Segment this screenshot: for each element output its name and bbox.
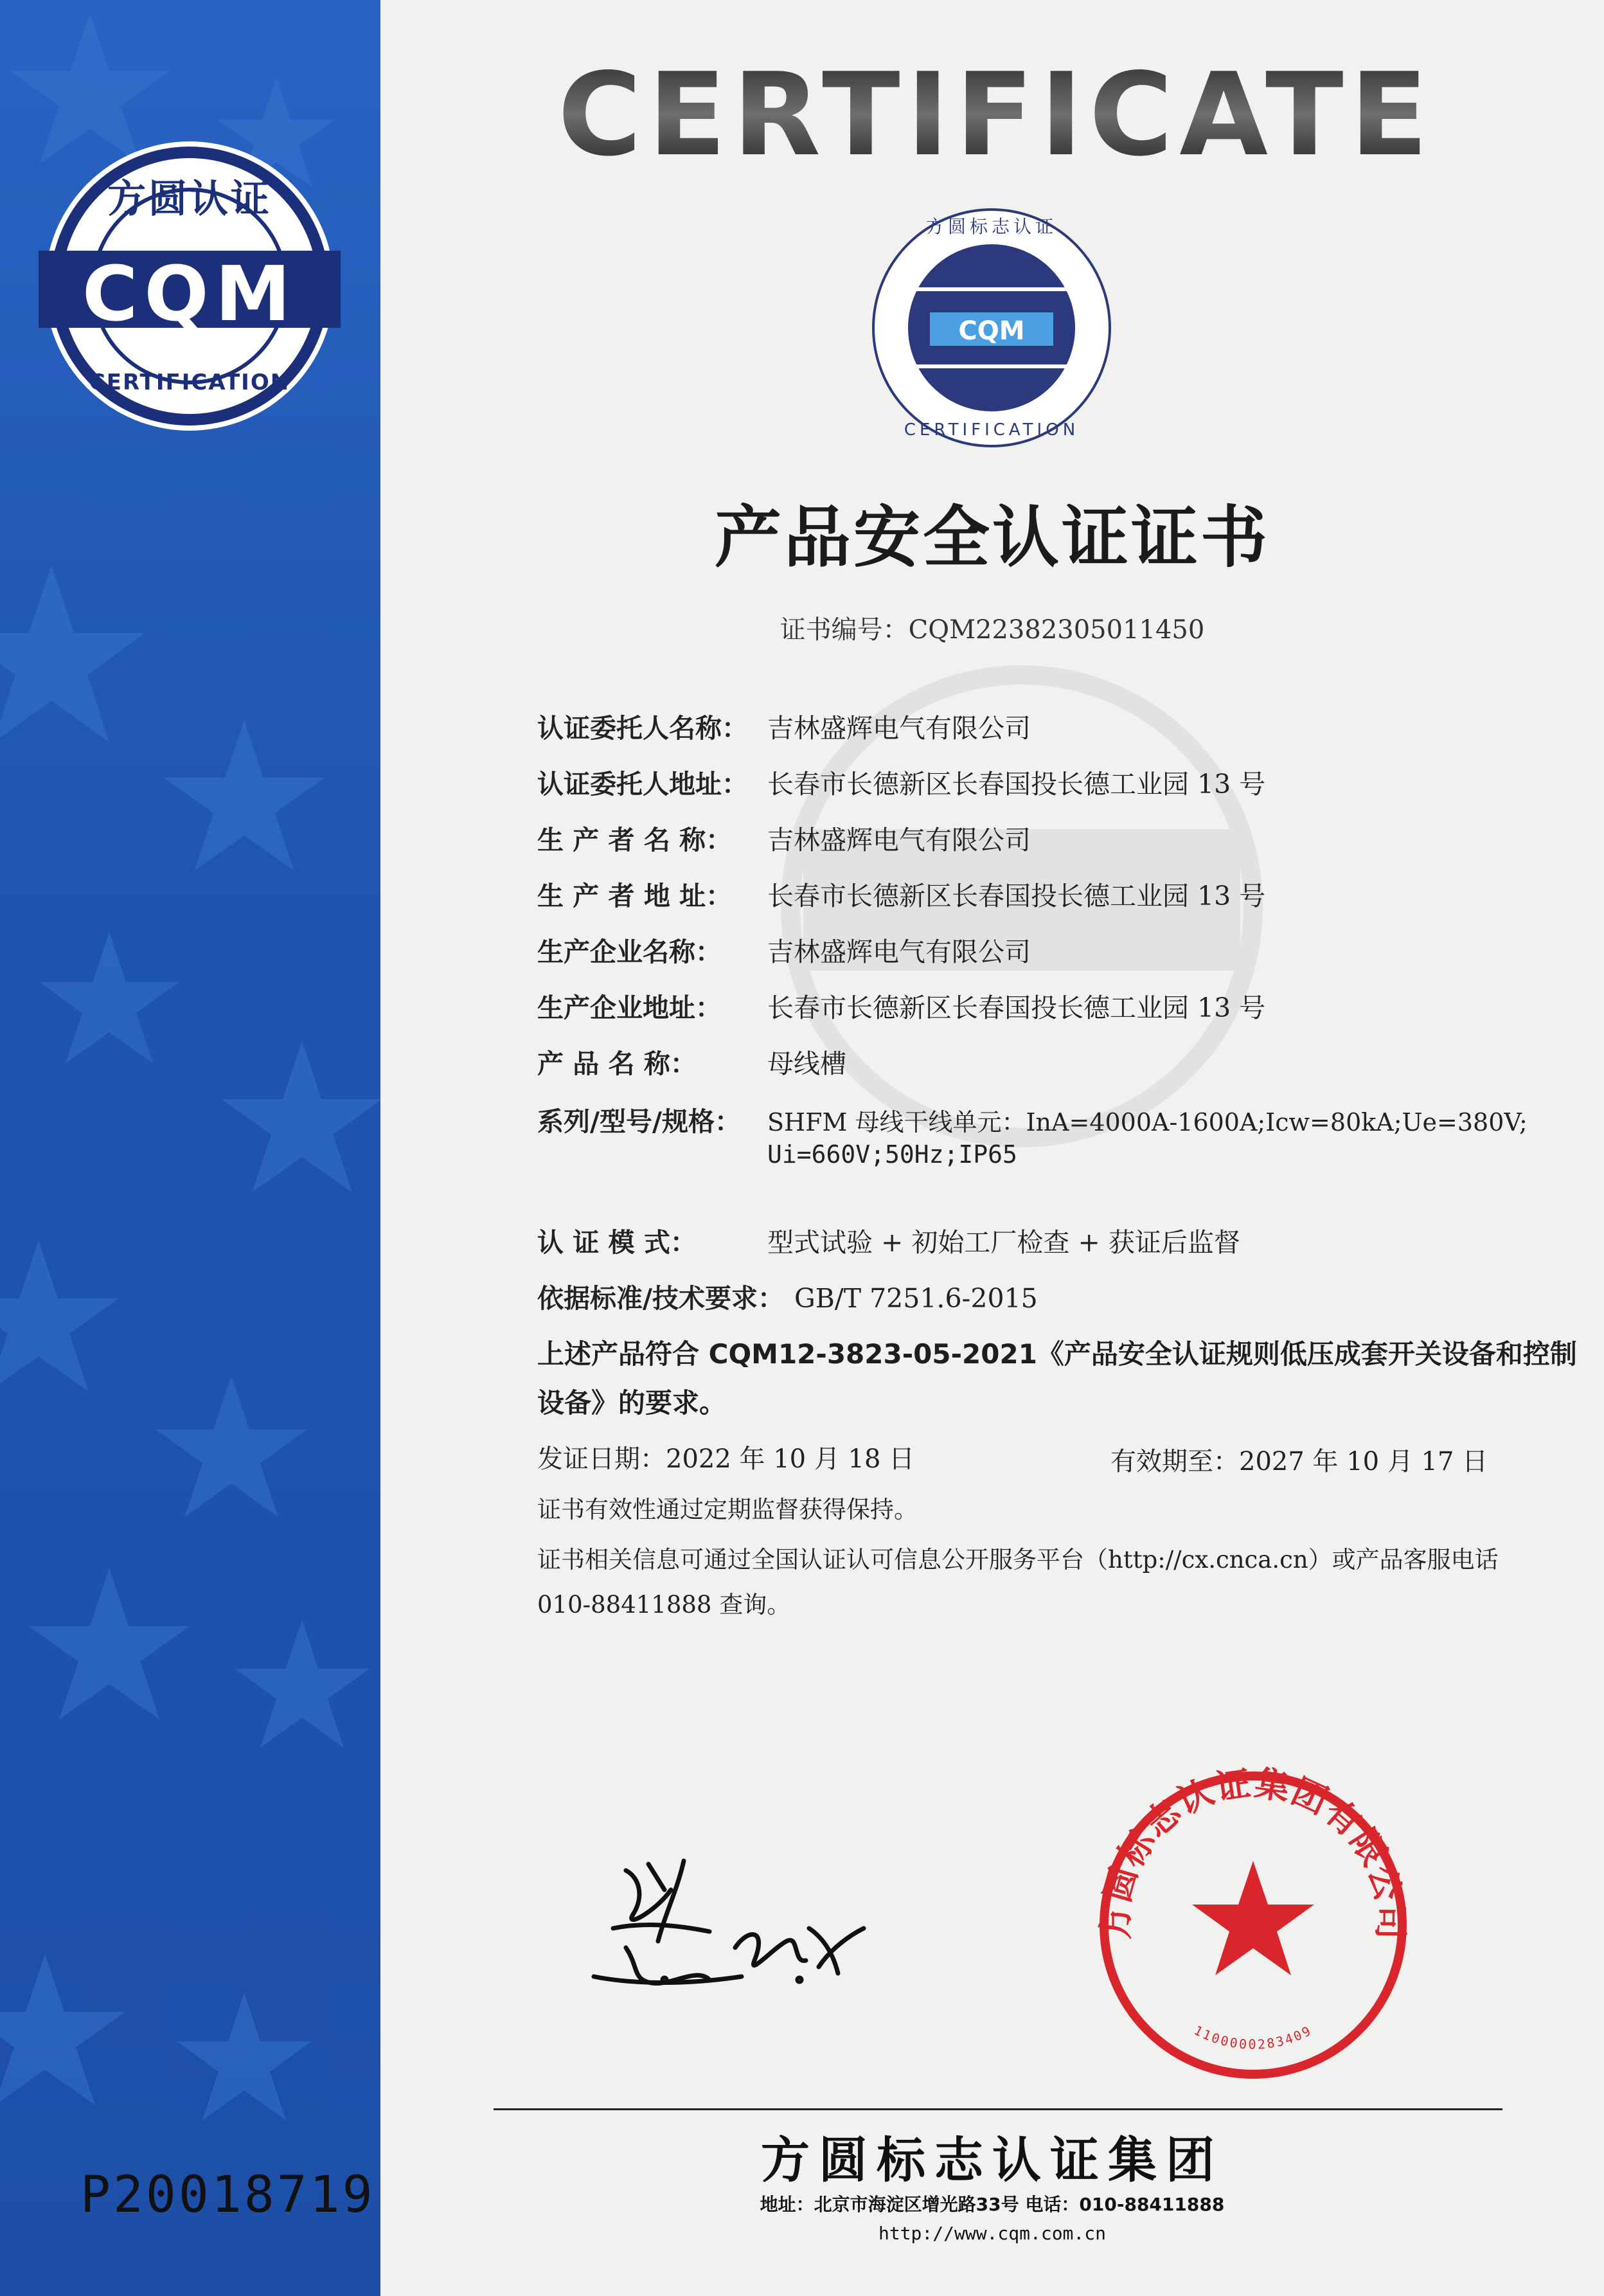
- emblem-main: CQM: [958, 316, 1025, 346]
- footer-address: 地址：北京市海淀区增光路33号 电话：010-88411888: [760, 2194, 1225, 2215]
- handwritten-signature: [587, 1851, 896, 1999]
- certificate-body: [380, 0, 1604, 2296]
- field-label: 系列/型号/规格：: [537, 1106, 741, 1137]
- expiry-date-value: 2027 年 10 月 17 日: [1239, 1447, 1488, 1476]
- model-line-2: Ui=660V;50Hz;IP65: [767, 1140, 1017, 1169]
- footer-organization: 方圆标志认证集团: [761, 2131, 1224, 2189]
- footer-url: http://www.cqm.com.cn: [878, 2223, 1106, 2244]
- field-label: 生 产 者 名 称：: [537, 825, 733, 856]
- field-value: 母线槽: [767, 1048, 846, 1079]
- document-title: 产品安全认证证书: [714, 498, 1270, 577]
- verification-phone-note: 010-88411888 查询。: [537, 1591, 791, 1619]
- field-label: 认 证 模 式：: [537, 1227, 697, 1258]
- seal-number: 1100000283409: [1191, 2022, 1315, 2052]
- field-product-name: [537, 1043, 846, 1081]
- logo-main-text: CQM: [82, 249, 298, 338]
- expiry-date-line: [1110, 1441, 1488, 1478]
- field-label: 生产企业地址：: [537, 992, 722, 1023]
- emblem-bottom-text: CERTIFICATION: [904, 420, 1080, 440]
- issue-date-label: 发证日期：: [537, 1444, 666, 1474]
- field-label: 产 品 名 称：: [537, 1048, 697, 1079]
- model-line-1: SHFM 母线干线单元：InA=4000A-1600A;Icw=80kA;Ue=380V;: [767, 1108, 1528, 1136]
- field-value: 长春市长德新区长春国投长德工业园 13 号: [767, 769, 1266, 800]
- logo-bottom-text: CERTIFICATION: [89, 370, 290, 395]
- field-factory-name: [537, 931, 1031, 969]
- field-label: 认证委托人地址：: [537, 769, 748, 800]
- conformity-statement-line-1: 上述产品符合 CQM12-3823-05-2021《产品安全认证规则低压成套开关设备和控制: [537, 1338, 1577, 1370]
- field-manufacturer-address: [537, 875, 1265, 913]
- field-model: [537, 1100, 1528, 1138]
- cert-no-label: 证书编号：: [780, 615, 909, 645]
- certificate-heading: [540, 45, 1452, 180]
- field-factory-address: [537, 987, 1265, 1025]
- field-applicant-name: [537, 707, 1031, 745]
- logo-top-text: 方圆认证: [107, 177, 272, 222]
- seal-text: 方圆标志认证集团有限公司: [1095, 1764, 1411, 1941]
- footer-divider: [494, 2108, 1502, 2110]
- field-value: 长春市长德新区长春国投长德工业园 13 号: [767, 881, 1266, 911]
- field-manufacturer-name: [537, 819, 1031, 857]
- cqm-emblem: [871, 207, 1112, 449]
- field-value: 吉林盛辉电气有限公司: [767, 713, 1031, 744]
- expiry-date-label: 有效期至：: [1110, 1447, 1239, 1476]
- field-value: 型式试验 + 初始工厂检查 + 获证后监督: [767, 1227, 1240, 1258]
- field-certification-mode: [537, 1221, 1240, 1259]
- certificate-word: CERTIFICATE: [557, 48, 1435, 180]
- issue-date-line: [537, 1439, 914, 1475]
- blue-sidebar: [0, 0, 380, 2296]
- serial-number: P20018719: [80, 2166, 375, 2224]
- field-value: 吉林盛辉电气有限公司: [767, 937, 1031, 967]
- conformity-statement-line-2: 设备》的要求。: [537, 1387, 727, 1419]
- field-standard: [537, 1277, 1038, 1315]
- official-red-seal: [1092, 1764, 1414, 2086]
- field-value: 长春市长德新区长春国投长德工业园 13 号: [767, 992, 1266, 1023]
- verification-note: 证书相关信息可通过全国认证认可信息公开服务平台（http://cx.cnca.cn）或产品客服电话: [537, 1546, 1499, 1574]
- validity-note: 证书有效性通过定期监督获得保持。: [537, 1496, 918, 1523]
- emblem-top-text: 方圆标志认证: [925, 216, 1058, 237]
- field-label: 认证委托人名称：: [537, 713, 748, 744]
- field-applicant-address: [537, 763, 1265, 801]
- issue-date-value: 2022 年 10 月 18 日: [666, 1444, 915, 1474]
- svg-text:1100000283409: [1191, 2022, 1315, 2052]
- field-label: 生 产 者 地 址：: [537, 881, 733, 911]
- field-label: 依据标准/技术要求：: [537, 1283, 784, 1314]
- field-value: GB/T 7251.6-2015: [794, 1283, 1038, 1314]
- cert-no-value: CQM22382305011450: [908, 615, 1205, 645]
- field-label: 生产企业名称：: [537, 937, 722, 967]
- field-value: 吉林盛辉电气有限公司: [767, 825, 1031, 856]
